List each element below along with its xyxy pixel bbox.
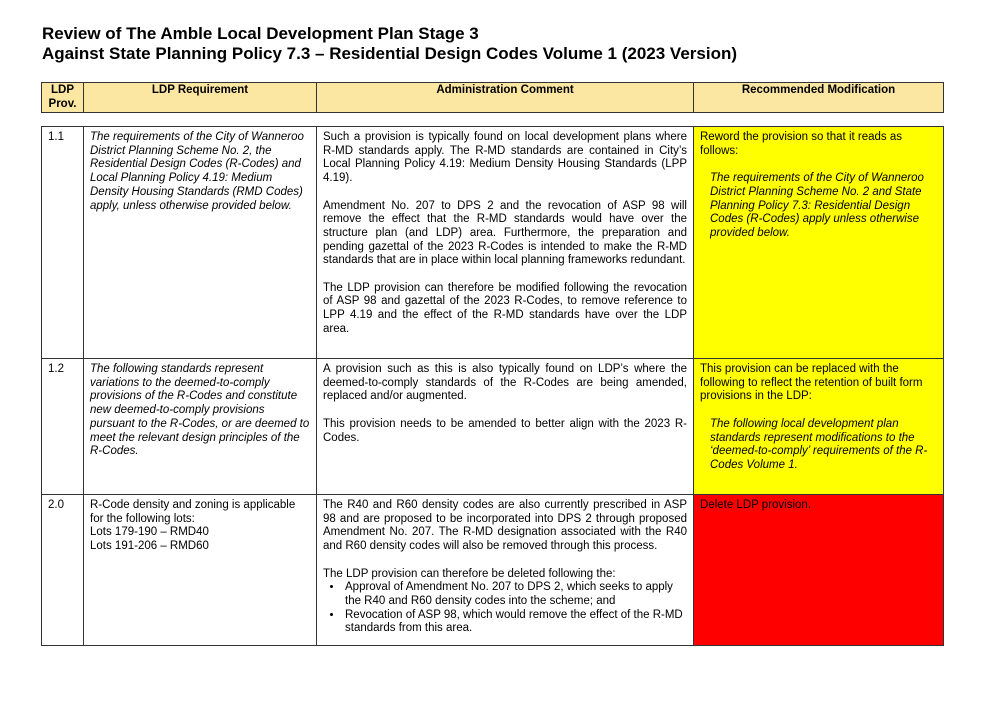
table-row	[42, 359, 944, 495]
header-ldp-prov: LDP Prov.	[42, 83, 84, 113]
comment-paragraph: Amendment No. 207 to DPS 2 and the revocation of ASP 98 will remove the effect that the R-MD standards would have over the structure plan (and LDP) area. Furthermore, the preparation and pending gazettal of the 2023 R-Codes is intended to make the R-MD standards that are in place within local planning frameworks redundant.	[323, 199, 687, 267]
requirement-line: Lots 179-190 – RMD40	[90, 526, 209, 539]
title-line-2: Against State Planning Policy 7.3 – Residential Design Codes Volume 1 (2023 Version)	[42, 44, 738, 63]
header-recommended-modification: Recommended Modification	[694, 83, 944, 113]
list-item: • Revocation of ASP 98, which would remove the effect of the R-MD standards from this area.	[343, 609, 687, 636]
table-row	[42, 127, 944, 359]
prov-number: 1.1	[42, 127, 84, 359]
prov-number: 1.2	[42, 359, 84, 495]
table-row	[42, 495, 944, 646]
comment-paragraph: The R40 and R60 density codes are also currently prescribed in ASP 98 and are proposed to be incorporated into DPS 2 through proposed Amendment No. 207. The R-MD designation associated with the R40 and R60 density codes will also be removed through this process.	[323, 499, 687, 553]
comment-paragraph: The LDP provision can therefore be modified following the revocation of ASP 98 and gazettal of the 2023 R-Codes, to remove reference to LPP 4.19 and the effect of the R-MD standards have over the LDP area.	[323, 281, 687, 335]
modification-quote: The following local development plan standards represent modifications to the ‘deemed-to-comply’ requirements of the R-Codes Volume 1.	[710, 417, 928, 471]
header-admin-comment: Administration Comment	[317, 83, 694, 113]
comment-paragraph: The LDP provision can therefore be deleted following the:	[323, 567, 616, 580]
recommended-modification: Delete LDP provision.	[694, 495, 944, 646]
admin-comment	[317, 359, 694, 495]
recommended-modification	[694, 359, 944, 495]
document-title	[42, 24, 737, 64]
modification-intro: Reword the provision so that it reads as follows:	[700, 131, 902, 157]
ldp-requirement: The requirements of the City of Wanneroo District Planning Scheme No. 2, the Residential Design Codes (R-Codes) and Local Planning Policy 4.19: Medium Density Housing Standards (RMD Codes) apply, unless otherwise provided below.	[84, 127, 317, 359]
admin-comment	[317, 127, 694, 359]
header-ldp-requirement: LDP Requirement	[84, 83, 317, 113]
list-item: • Approval of Amendment No. 207 to DPS 2, which seeks to apply the R40 and R60 density codes into the scheme; and	[343, 581, 687, 608]
comment-bullet-list	[323, 581, 687, 636]
requirement-line: Lots 191-206 – RMD60	[90, 540, 209, 553]
comment-paragraph: Such a provision is typically found on local development plans where R-MD standards apply. The R-MD standards are contained in City’s Local Planning Policy 4.19: Medium Density Housing Standards (LPP 4.19).	[323, 131, 687, 185]
table-header	[41, 82, 944, 113]
admin-comment	[317, 495, 694, 646]
comment-paragraph: A provision such as this is also typically found on LDP’s where the deemed-to-comply standards of the R-Codes are being amended, replaced and/or augmented.	[323, 363, 687, 403]
title-line-1: Review of The Amble Local Development Plan Stage 3	[42, 24, 479, 43]
ldp-requirement	[84, 495, 317, 646]
requirement-line: R-Code density and zoning is applicable for the following lots:	[90, 499, 296, 525]
ldp-requirement: The following standards represent variations to the deemed-to-comply provisions of the R-Codes and constitute new deemed-to-comply provisions pursuant to the R-Codes, or are deemed to meet the relevant design principles of the R-Codes.	[84, 359, 317, 495]
prov-number: 2.0	[42, 495, 84, 646]
recommended-modification	[694, 127, 944, 359]
comment-paragraph: This provision needs to be amended to better align with the 2023 R-Codes.	[323, 417, 687, 444]
modification-quote: The requirements of the City of Wanneroo District Planning Scheme No. 2 and State Planning Policy 7.3: Residential Design Codes (R-Codes) apply unless otherwise provided below.	[710, 172, 924, 239]
review-table	[41, 126, 944, 646]
modification-intro: This provision can be replaced with the following to reflect the retention of built form provisions in the LDP:	[700, 363, 923, 403]
